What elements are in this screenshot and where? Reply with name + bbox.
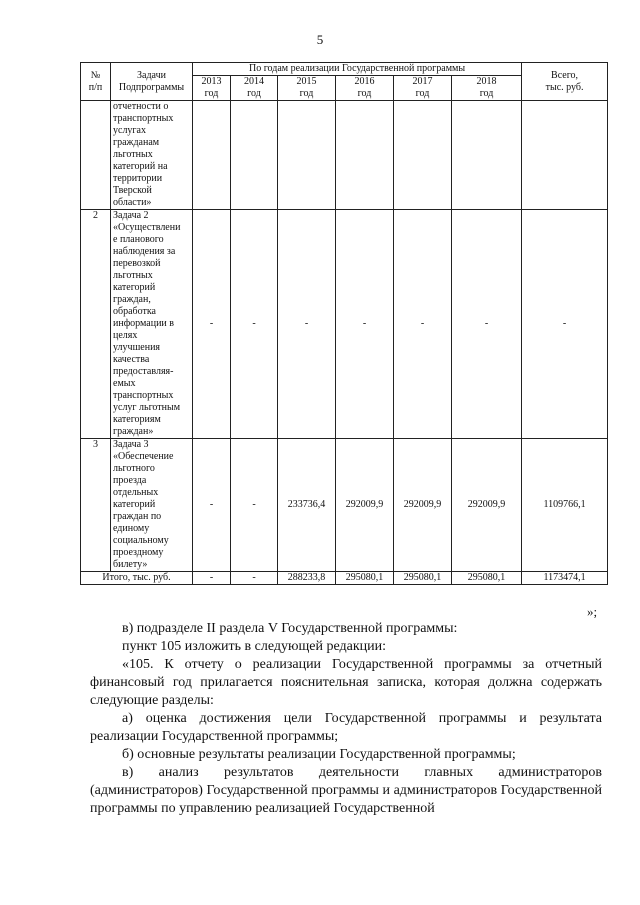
value-cell: 233736,4	[278, 439, 336, 572]
row-number: 3	[81, 439, 111, 572]
paragraph: а) оценка достижения цели Государственной программы и результата реализации Государственной программы;	[90, 711, 602, 744]
row-number	[81, 101, 111, 210]
header-year: 2018 год	[452, 76, 522, 101]
value-cell: 292009,9	[452, 439, 522, 572]
header-num: № п/п	[81, 63, 111, 101]
value-cell	[278, 101, 336, 210]
total-row	[81, 572, 608, 585]
total-row-value: 295080,1	[452, 572, 522, 585]
value-cell	[193, 101, 231, 210]
header-year: 2014 год	[231, 76, 278, 101]
value-cell	[231, 101, 278, 210]
closing-quote: »;	[587, 604, 598, 619]
paragraph: б) основные результаты реализации Государственной программы;	[122, 747, 516, 762]
value-cell	[452, 101, 522, 210]
header-years-group: По годам реализации Государственной программы	[193, 63, 522, 76]
paragraph: в) подразделе II раздела V Государственной программы:	[122, 621, 458, 636]
task-cell: Задача 2 «Осуществлени е планового наблюдения за перевозкой льготных категорий граждан, обработка информации в целях улучшения качества предоставляя- емых транспортных услуг льготным категориям граждан»	[111, 210, 193, 439]
task-cell: Задача 3 «Обеспечение льготного проезда отдельных категорий граждан по единому социальному проездному билету»	[111, 439, 193, 572]
value-cell: -	[231, 210, 278, 439]
value-cell: 292009,9	[394, 439, 452, 572]
paragraph: «105. К отчету о реализации Государственной программы за отчетный финансовый год прилагается пояснительная записка, которая должна содержать следующие разделы:	[90, 657, 602, 708]
paragraph: пункт 105 изложить в следующей редакции:	[122, 639, 386, 654]
task-cell: отчетности о транспортных услугах гражданам льготных категорий на территории Тверской области»	[111, 101, 193, 210]
total-cell: -	[522, 210, 608, 439]
body-text	[90, 620, 602, 818]
total-row-value: -	[231, 572, 278, 585]
header-task: Задачи Подпрограммы	[111, 63, 193, 101]
value-cell: -	[336, 210, 394, 439]
total-row-value: -	[193, 572, 231, 585]
header-year: 2013 год	[193, 76, 231, 101]
value-cell: -	[278, 210, 336, 439]
value-cell	[336, 101, 394, 210]
paragraph: в) анализ результатов деятельности главных администраторов (администраторов) Государственной программы и администраторов Государственной программы по управлению реализацией Государственной	[90, 765, 602, 816]
total-row-value: 295080,1	[394, 572, 452, 585]
value-cell: 292009,9	[336, 439, 394, 572]
value-cell	[394, 101, 452, 210]
header-year: 2016 год	[336, 76, 394, 101]
header-year: 2017 год	[394, 76, 452, 101]
table-row	[81, 101, 608, 210]
total-row-value: 295080,1	[336, 572, 394, 585]
value-cell: -	[394, 210, 452, 439]
header-total: Всего, тыс. руб.	[522, 63, 608, 101]
value-cell: -	[231, 439, 278, 572]
page-number: 5	[316, 32, 324, 47]
header-year: 2015 год	[278, 76, 336, 101]
total-cell: 1109766,1	[522, 439, 608, 572]
total-row-label: Итого, тыс. руб.	[81, 572, 193, 585]
total-row-grand-total: 1173474,1	[522, 572, 608, 585]
table-row	[81, 439, 608, 572]
value-cell: -	[452, 210, 522, 439]
table-row	[81, 210, 608, 439]
total-cell	[522, 101, 608, 210]
value-cell: -	[193, 210, 231, 439]
budget-table	[80, 62, 608, 585]
value-cell: -	[193, 439, 231, 572]
total-row-value: 288233,8	[278, 572, 336, 585]
row-number: 2	[81, 210, 111, 439]
